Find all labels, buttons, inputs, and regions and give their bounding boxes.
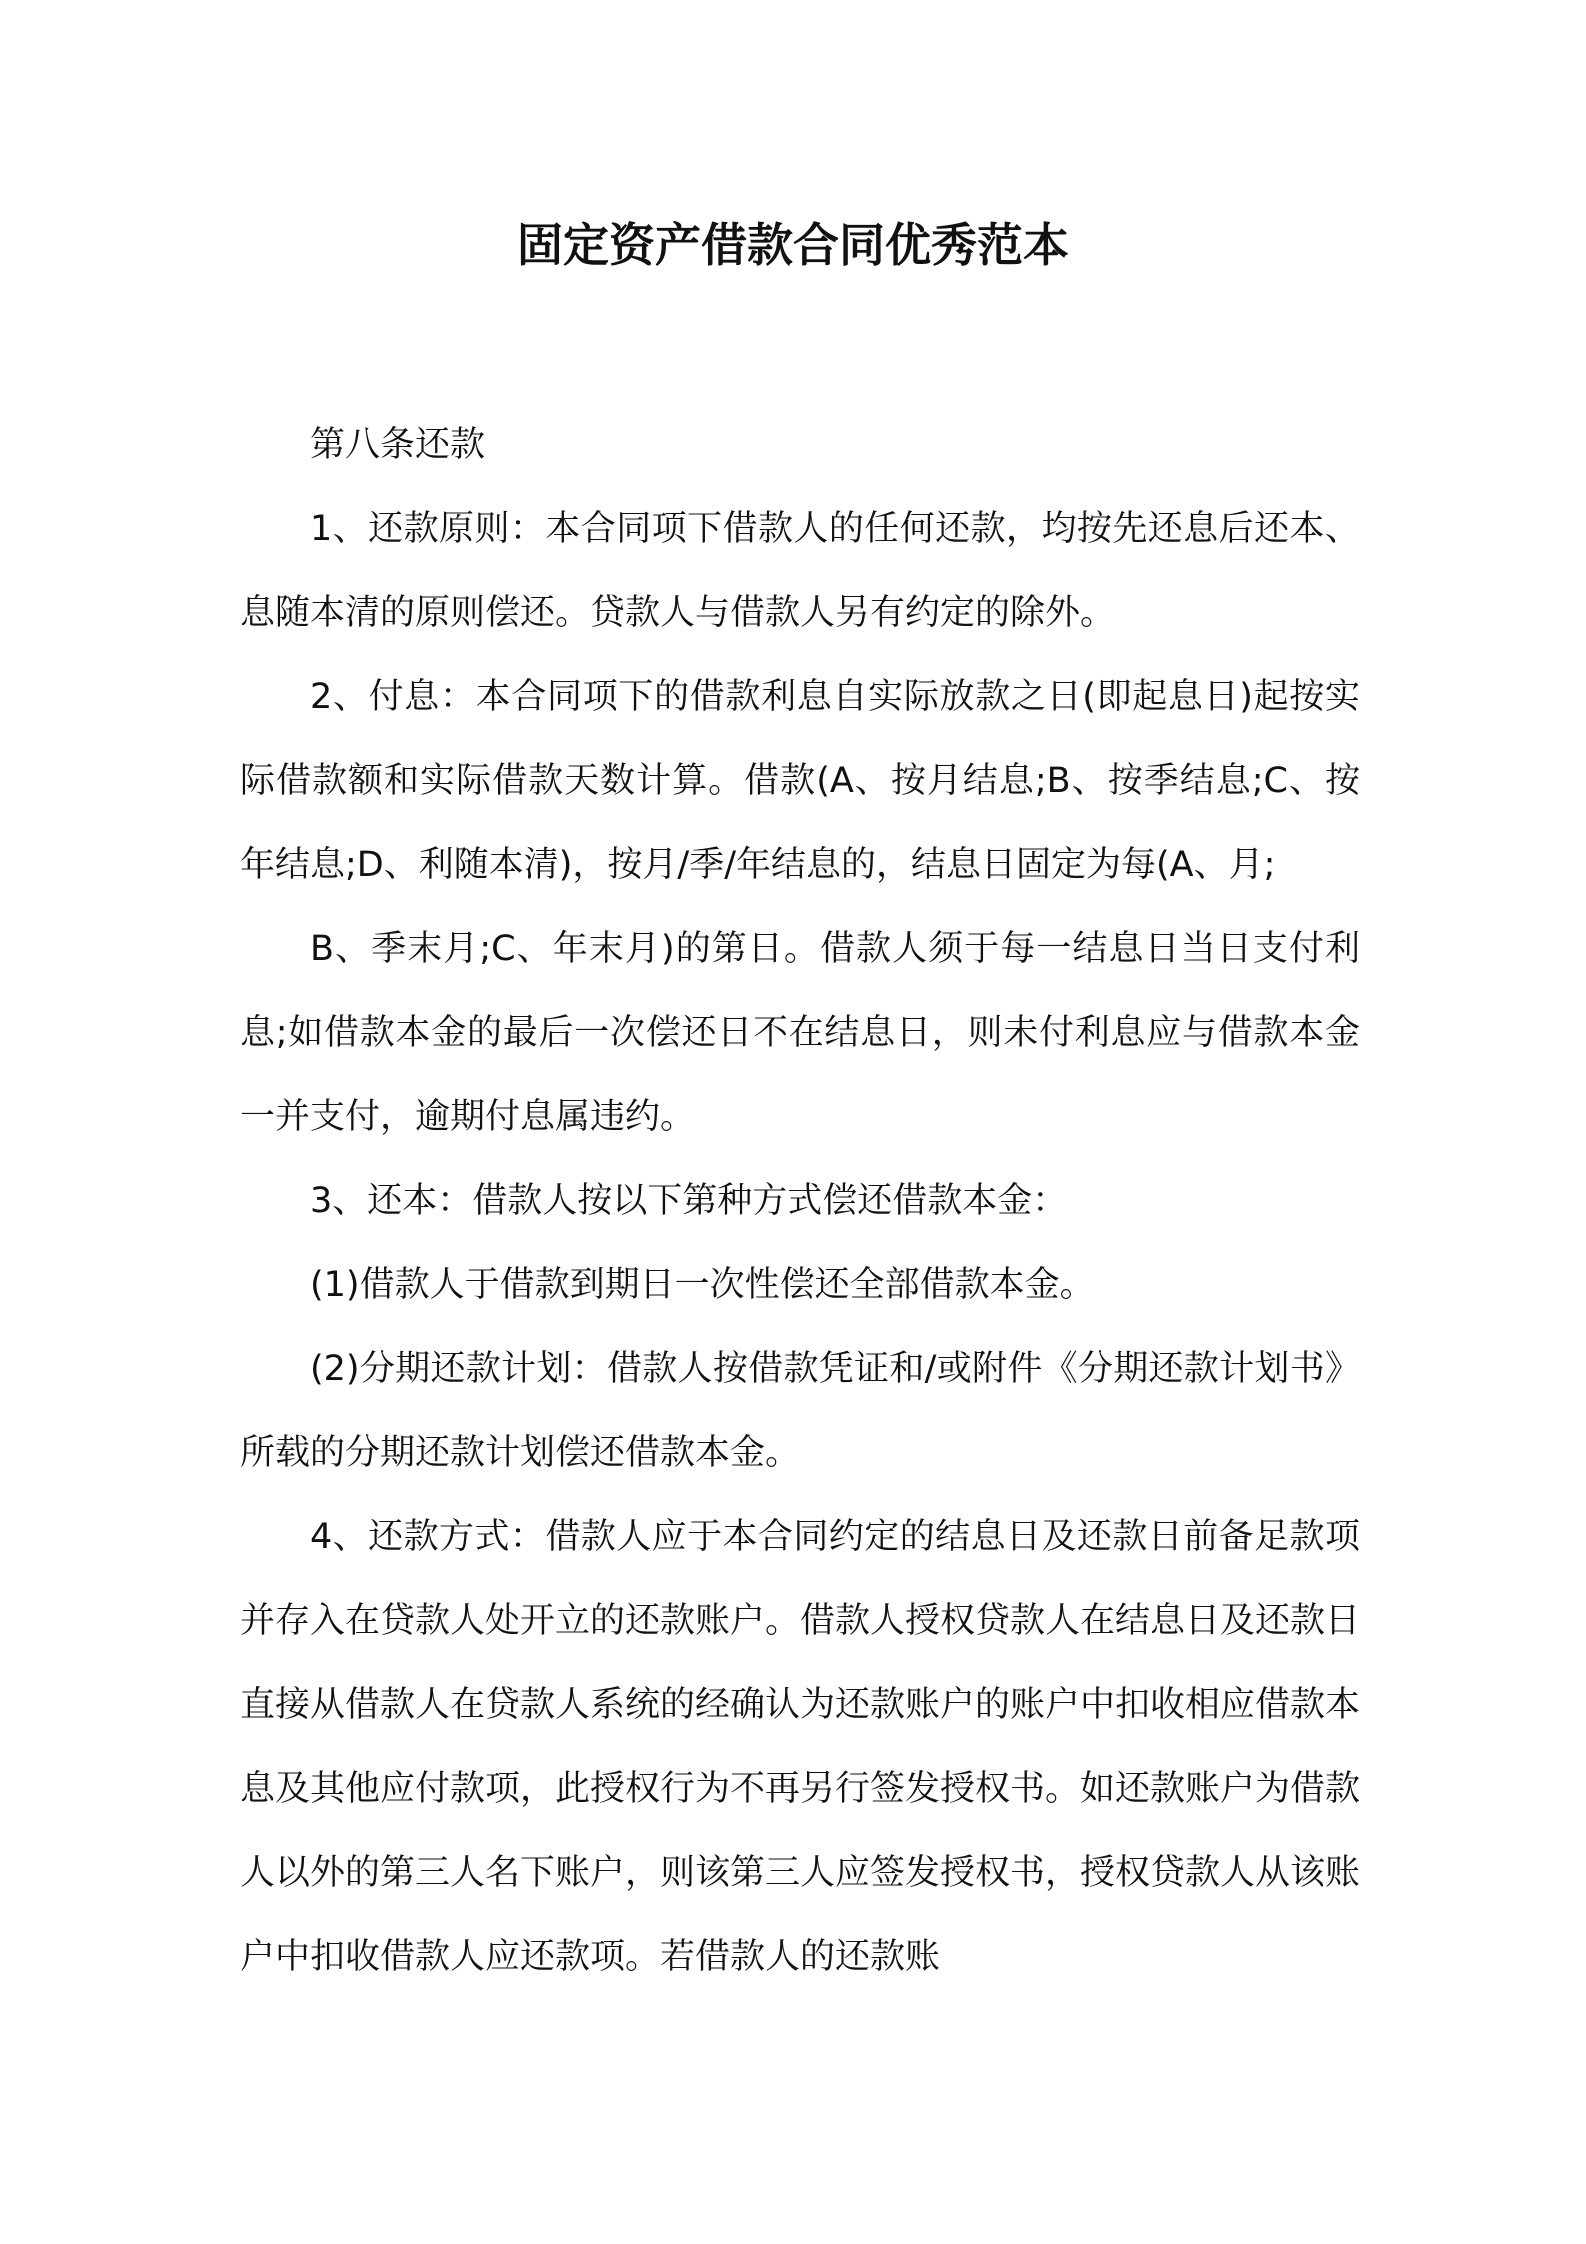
document-body [240,403,1360,1999]
document-title: 固定资产借款合同优秀范本 [517,218,1069,272]
paragraph: 4、还款方式：借款人应于本合同约定的结息日及还款日前备足款项并存入在贷款人处开立的还款账户。借款人授权贷款人在结息日及还款日直接从借款人在贷款人系统的经确认为还款账户的账户中扣收相应借款本息及其他应付款项，此授权行为不再另行签发授权书。如还款账户为借款人以外的第三人名下账户，则该第三人应签发授权书，授权贷款人从该账户中扣收借款人应还款项。若借款人的还款账 [240,1517,1361,1977]
paragraph: 2、付息：本合同项下的借款利息自实际放款之日(即起息日)起按实际借款额和实际借款天数计算。借款(A、按月结息;B、按季结息;C、按年结息;D、利随本清)，按月/季/年结息的，结息日固定为每(A、月; [240,677,1360,885]
paragraph: 3、还本：借款人按以下第种方式偿还借款本金： [310,1181,1068,1221]
section-heading: 第八条还款 [310,425,486,465]
paragraph: 1、还款原则：本合同项下借款人的任何还款，均按先还息后还本、息随本清的原则偿还。贷款人与借款人另有约定的除外。 [240,509,1360,633]
paragraph: B、季末月;C、年末月)的第日。借款人须于每一结息日当日支付利息;如借款本金的最后一次偿还日不在结息日，则未付利息应与借款本金一并支付，逾期付息属违约。 [240,929,1360,1137]
paragraph: (1)借款人于借款到期日一次性偿还全部借款本金。 [310,1265,1095,1305]
paragraph: (2)分期还款计划：借款人按借款凭证和/或附件《分期还款计划书》所载的分期还款计划偿还借款本金。 [240,1349,1360,1473]
